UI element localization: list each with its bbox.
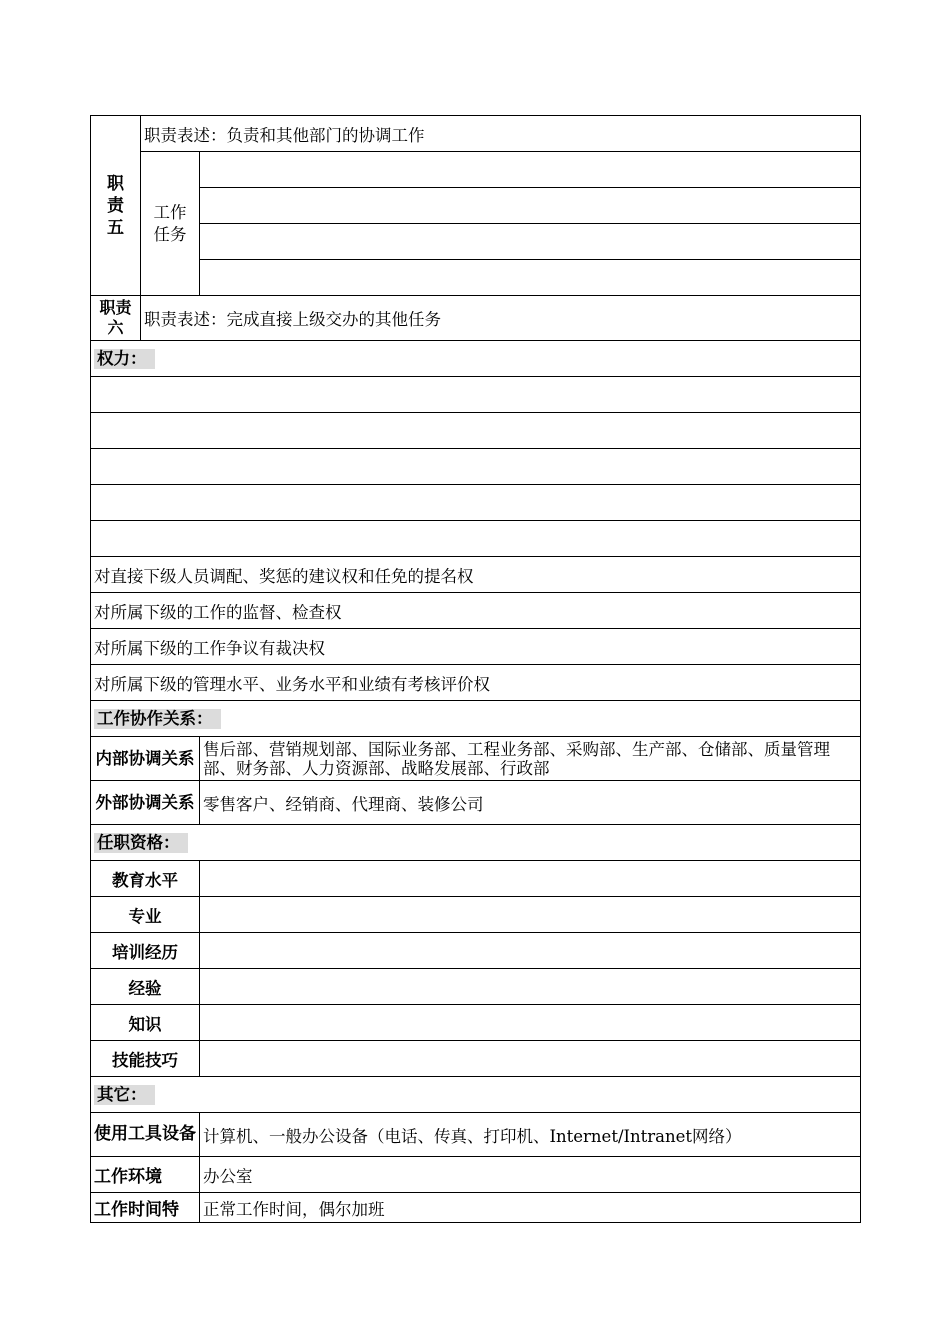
internal-relations-label: 内部协调关系 — [91, 737, 200, 781]
work-time-label: 工作时间特 — [91, 1193, 200, 1223]
qualification-label: 教育水平 — [91, 861, 200, 897]
environment-label: 工作环境 — [91, 1157, 200, 1193]
tools-label: 使用工具设备 — [91, 1113, 200, 1157]
power-heading-row — [91, 341, 861, 377]
external-relations-label: 外部协调关系 — [91, 781, 200, 825]
duty5-label: 职责五 — [91, 116, 141, 296]
qualification-value — [200, 1041, 861, 1077]
external-relations-value: 零售客户、经销商、代理商、装修公司 — [200, 781, 861, 825]
internal-relations-value: 售后部、营销规划部、国际业务部、工程业务部、采购部、生产部、仓储部、质量管理部、财务部、人力资源部、战略发展部、行政部 — [200, 737, 861, 781]
power-item — [91, 413, 861, 449]
duty6-row — [91, 296, 861, 341]
power-item: 对所属下级的工作争议有裁决权 — [91, 629, 861, 665]
power-item: 对直接下级人员调配、奖惩的建议权和任免的提名权 — [91, 557, 861, 593]
qualification-row — [91, 1005, 861, 1041]
power-item — [91, 485, 861, 521]
other-heading — [91, 1077, 861, 1113]
qualification-label: 专业 — [91, 897, 200, 933]
power-item — [91, 521, 861, 557]
duty5-task-row — [91, 260, 861, 296]
qualifications-heading — [91, 825, 861, 861]
qualification-value — [200, 861, 861, 897]
duty5-task-4 — [200, 260, 861, 296]
qualification-row — [91, 861, 861, 897]
duty5-task-1 — [200, 152, 861, 188]
qualification-label: 经验 — [91, 969, 200, 1005]
power-item — [91, 377, 861, 413]
tools-value: 计算机、一般办公设备（电话、传真、打印机、Internet/Intranet网络） — [200, 1113, 861, 1157]
environment-row — [91, 1157, 861, 1193]
duty5-task-row — [91, 224, 861, 260]
environment-value: 办公室 — [200, 1157, 861, 1193]
work-time-row — [91, 1193, 861, 1223]
duty5-task-row — [91, 152, 861, 188]
duty5-row — [91, 116, 861, 152]
qualification-row — [91, 933, 861, 969]
relations-heading — [91, 701, 861, 737]
duty6-label: 职责六 — [91, 296, 141, 341]
power-item: 对所属下级的工作的监督、检查权 — [91, 593, 861, 629]
duty5-task-row — [91, 188, 861, 224]
qualification-row — [91, 897, 861, 933]
qualification-value — [200, 897, 861, 933]
duty5-description: 职责表述：负责和其他部门的协调工作 — [141, 116, 861, 152]
power-item: 对所属下级的管理水平、业务水平和业绩有考核评价权 — [91, 665, 861, 701]
job-description-sheet — [90, 115, 860, 1223]
qualification-label: 知识 — [91, 1005, 200, 1041]
duty5-task-3 — [200, 224, 861, 260]
job-description-table — [90, 115, 861, 1223]
qualifications-heading-label: 任职资格： — [94, 833, 188, 853]
qualification-row — [91, 1041, 861, 1077]
relations-heading-label: 工作协作关系： — [94, 709, 221, 729]
other-heading-label: 其它： — [94, 1085, 155, 1105]
qualification-value — [200, 933, 861, 969]
qualifications-heading-row — [91, 825, 861, 861]
power-heading-label: 权力： — [94, 349, 155, 369]
power-item — [91, 449, 861, 485]
duty5-task-label: 工作任务 — [141, 152, 200, 296]
qualification-row — [91, 969, 861, 1005]
work-time-value: 正常工作时间，偶尔加班 — [200, 1193, 861, 1223]
tools-row — [91, 1113, 861, 1157]
qualification-value — [200, 1005, 861, 1041]
external-relations-row — [91, 781, 861, 825]
other-heading-row — [91, 1077, 861, 1113]
qualification-value — [200, 969, 861, 1005]
power-heading — [91, 341, 861, 377]
relations-heading-row — [91, 701, 861, 737]
qualification-label: 技能技巧 — [91, 1041, 200, 1077]
duty6-description: 职责表述：完成直接上级交办的其他任务 — [141, 296, 861, 341]
qualification-label: 培训经历 — [91, 933, 200, 969]
duty5-task-2 — [200, 188, 861, 224]
internal-relations-row — [91, 737, 861, 781]
